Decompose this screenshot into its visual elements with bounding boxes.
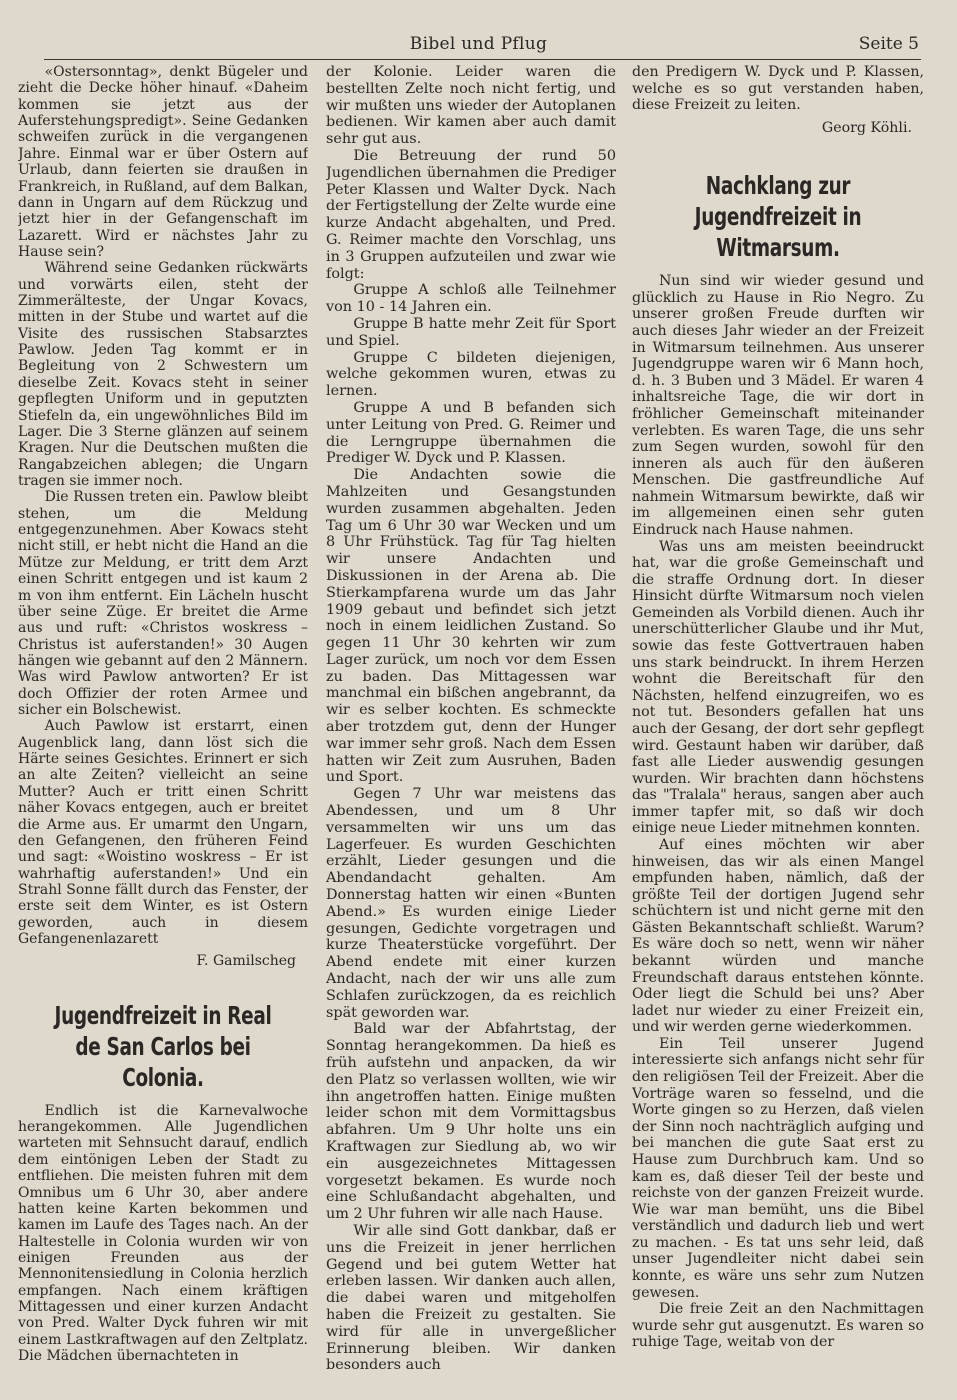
paragraph: Gegen 7 Uhr war meistens das Abendessen, und um 8 Uhr versammelten wir uns um das Lagerfeuer. Es wurden Geschichten erzählt, Lieder gesungen und die Abendandacht gehalten. Am Donnerstag hatten wir einen «Bunten Abend.» Es wurden einige Lieder gesungen, Gedichte vorgetragen und kurze Theaterstücke vorgeführt. Der Abend endete mit einer kurzen Andacht, nach der wir uns alle zum Schlafen zurückzogen, da es reichlich spät geworden war. <box>326 786 616 1021</box>
paragraph: Die freie Zeit an den Nachmittagen wurde sehr gut ausgenutzt. Es waren so ruhige Tage, weitab von der <box>632 1301 924 1351</box>
paragraph: Die Betreuung der rund 50 Jugendlichen übernahmen die Prediger Peter Klassen und Walter Dyck. Nach der Fertigstellung der Zelte wurde eine kurze Andacht abgehalten, und Pred. G. Reimer machte den Vorschlag, uns in 3 Gruppen aufzuteilen und zwar wie folgt: <box>326 147 616 282</box>
paragraph: Gruppe A und B befanden sich unter Leitung von Pred. G. Reimer und die Lerngruppe übernahmen die Prediger W. Dyck und P. Klassen. <box>326 399 616 467</box>
paragraph: «Ostersonntag», denkt Bügeler und zieht die Decke höher hinauf. «Daheim kommen sie jetzt aus der Auferstehungspredigt». Seine Gedanken schweifen zurück in die vergangenen Jahre. Einmal war er über Ostern auf Urlaub, dann feierten sie draußen in Frankreich, in Rußland, auf dem Balkan, dann in Ungarn auf dem Rückzug und jetzt hier in der Gefangenschaft im Lazarett. Wird er nächstes Jahr zu Hause sein? <box>18 64 308 260</box>
paragraph: Während seine Gedanken rückwärts und vorwärts eilen, steht der Zimmerälteste, der Ungar Kovacs, mitten in der Stube und wartet auf die Visite des russischen Stabsarztes Pawlow. Jeden Tag kommt er in Begleitung von 2 Schwestern um dieselbe Zeit. Kovacs steht in seiner gepflegten Uniform und in geputzten Stiefeln da, ein ungewöhnliches Bild im Lager. Die 3 Sterne glänzen auf seinem Kragen. Nur die Deutschen mußten die Rangabzeichen ablegen; die Ungarn tragen sie immer noch. <box>18 260 308 489</box>
paragraph: den Predigern W. Dyck und P. Klassen, welche es so gut verstanden haben, diese Freizeit zu leiten. <box>632 64 924 114</box>
column-3 <box>632 64 924 1380</box>
masthead <box>0 30 957 60</box>
article-heading: Nachklang zur Jugendfreizeit in Witmarsum. <box>694 171 862 263</box>
page-number: Seite 5 <box>858 34 919 54</box>
column-1 <box>18 64 308 1380</box>
paragraph: Nun sind wir wieder gesund und glücklich zu Hause in Rio Negro. Zu unserer großen Freude durften wir auch dieses Jahr wieder an der Freizeit in Witmarsum teilnehmen. Aus unserer Jugendgruppe waren wir 6 Mann hoch, d. h. 3 Buben und 3 Mädel. Er waren 4 inhaltsreiche Tage, die wir dort in fröhlicher Gemeinschaft miteinander verlebten. Es waren Tage, die uns sehr zum Segen wurden, sowohl für den inneren als auch für den äußeren Menschen. Die gastfreundliche Auf nahmein Witmarsum bewirkte, daß wir im allgemeinen einen sehr guten Eindruck nach Hause nahmen. <box>632 273 924 538</box>
paragraph: der Kolonie. Leider waren die bestellten Zelte noch nicht fertig, und wir mußten uns wieder der Autoplanen bedienen. Wir kamen aber auch damit sehr gut aus. <box>326 64 616 148</box>
article-heading: Jugendfreizeit in Real de San Carlos bei Colonia. <box>54 1000 272 1092</box>
paragraph: Gruppe C bildeten diejenigen, welche gekommen wuren, etwas zu lernen. <box>326 349 616 400</box>
newspaper-title: Bibel und Pflug <box>409 34 548 54</box>
paragraph: Was uns am meisten beeindruckt hat, war die große Gemeinschaft und die straffe Ordnung dort. In dieser Hinsicht dürfte Witmarsum noch vielen Gemeinden als Vorbild dienen. Auch ihr unerschütterlicher Glaube und ihr Mut, sowie das feste Gottvertrauen haben uns stark beindruckt. In ihrem Herzen wohnt die Bereitschaft für den Nächsten, helfend einzugreifen, wo es not tut. Besonders gefallen hat uns auch der Gesang, der dort sehr gepflegt wird. Gestaunt haben wir darüber, daß fast alle Lieder auswendig gesungen wurden. Wir brachten dann höchstens das "Tralala" heraus, sangen aber auch immer tapfer mit, so daß wir doch einige neue Lieder mitnehmen konnten. <box>632 538 924 837</box>
column-2 <box>326 64 616 1380</box>
author-signature: F. Gamilscheg <box>196 953 296 970</box>
author-signature: Georg Köhli. <box>821 119 912 136</box>
paragraph: Wir alle sind Gott dankbar, daß er uns die Freizeit in jener herrlichen Gegend und bei gutem Wetter hat erleben lassen. Wir danken auch allen, die dabei waren und mitgeholfen haben die Freizeit zu gestalten. Sie wird für alle in unvergeßlicher Erinnerung bleiben. Wir danken besonders auch <box>326 1222 616 1374</box>
paragraph: Ein Teil unserer Jugend interessierte sich anfangs nicht sehr für den religiösen Teil der Freizeit. Aber die Vorträge waren so fesselnd, und die Worte gingen so zu Herzen, daß vielen der Sinn noch nachträglich aufging und bei manchen die gute Saat erst zu Hause zum Durchbruch kam. Und so kam es, daß dieser Teil der beste und reichste von der ganzen Freizeit wurde. Wie war man bemüht, uns die Bibel verständlich und dadurch lieb und wert zu machen. - Es tat uns sehr leid, daß unser Jugendleiter nicht dabei sein konnte, es wäre uns sehr zum Nutzen gewesen. <box>632 1035 924 1301</box>
paragraph: Auch Pawlow ist erstarrt, einen Augenblick lang, dann löst sich die Härte seines Gesichtes. Erinnert er sich an alte Zeiten? vielleicht an seine Mutter? Auch er tritt einen Schritt näher Kovacs entgegen, auch er breitet die Arme aus. Er umarmt den Ungarn, den Gefangenen, den früheren Feind und sagt: «Woistino woskress – Er ist wahrhaftig auferstanden!» Und ein Strahl Sonne fällt durch das Fenster, der erste seit dem Winter, es ist Ostern geworden, auch in diesem Gefangenenlazarett <box>18 718 308 948</box>
paragraph: Bald war der Abfahrtstag, der Sonntag herangekommen. Da hieß es früh aufstehn und anpacken, da wir den Platz so verlassen wollten, wie wir ihn angetroffen hatten. Einige mußten leider schon mit dem Vormittagsbus abfahren. Um 9 Uhr holte uns ein Kraftwagen zur Siedlung ab, wo wir ein ausgezeichnetes Mittagessen vorgesetzt bekamen. Es wurde noch eine Schlußandacht abgehalten, und um 2 Uhr fuhren wir alle nach Hause. <box>326 1021 616 1223</box>
paragraph: Auf eines möchten wir aber hinweisen, das wir als einen Mangel empfunden haben, nämlich, daß der größte Teil der dortigen Jugend sehr schüchtern ist und nicht gerne mit den Gästen Bekanntschaft schließt. Warum? Es wäre doch so nett, wenn wir näher bekannt würden und manche Freundschaft daraus entstehen könnte. Oder liegt die Schuld bei uns? Aber ladet nur wieder zu einer Freizeit ein, und wir werden gerne wiederkommen. <box>632 836 924 1036</box>
paragraph: Die Andachten sowie die Mahlzeiten und Gesangstunden wurden zusammen abgehalten. Jeden Tag um 6 Uhr 30 war Wecken und um 8 Uhr Frühstück. Tag für Tag hielten wir unsere Andachten und Diskussionen in der Arena ab. Die Stierkampfarena wurde um das Jahr 1909 gebaut und befindet sich jetzt noch in einem leidlichen Zustand. So gegen 11 Uhr 30 kehrten wir zum Lager zurück, um noch vor dem Essen zu baden. Das Mittagessen war manchmal ein bißchen angebrannt, da wir es selber kochten. Es schmeckte aber trotzdem gut, denn der Hunger war immer sehr groß. Nach dem Essen hatten wir Zeit zum Ausruhen, Baden und Sport. <box>326 467 616 786</box>
paragraph: Endlich ist die Karnevalwoche herangekommen. Alle Jugendlichen warteten mit Sehnsucht darauf, endlich dem eintönigen Leben der Stadt zu entfliehen. Die meisten fuhren mit dem Omnibus um 6 Uhr 30, aber andere hatten keine Karten bekommen und kamen im Laufe des Tages nach. An der Haltestelle in Colonia wurden wir von einigen Freunden aus der Mennonitensiedlung in Colonia herzlich empfangen. Nach einem kräftigen Mittagessen und einer kurzen Andacht von Pred. Walter Dyck fuhren wir mit einem Lastkraftwagen auf den Zeltplatz. Die Mädchen übernachteten in <box>18 1102 308 1365</box>
header-rule <box>44 59 921 60</box>
paragraph: Die Russen treten ein. Pawlow bleibt stehen, um die Meldung entgegenzunehmen. Aber Kowacs steht nicht still, er hebt nicht die Hand an die Mütze zur Meldung, er tritt dem Arzt einen Schritt entgegen und ist kaum 2 m von ihm entfernt. Ein Lächeln huscht über seine Züge. Er breitet die Arme aus und ruft: «Christos woskress – Christus ist auferstanden!» 30 Augen hängen wie gebannt auf den 2 Männern. Was wird Pawlow antworten? Er ist doch Offizier der roten Armee und sicher ein Bolschewist. <box>18 489 308 719</box>
paragraph: Gruppe B hatte mehr Zeit für Sport und Spiel. <box>326 315 616 349</box>
paragraph: Gruppe A schloß alle Teilnehmer von 10 - 14 Jahren ein. <box>326 282 616 316</box>
